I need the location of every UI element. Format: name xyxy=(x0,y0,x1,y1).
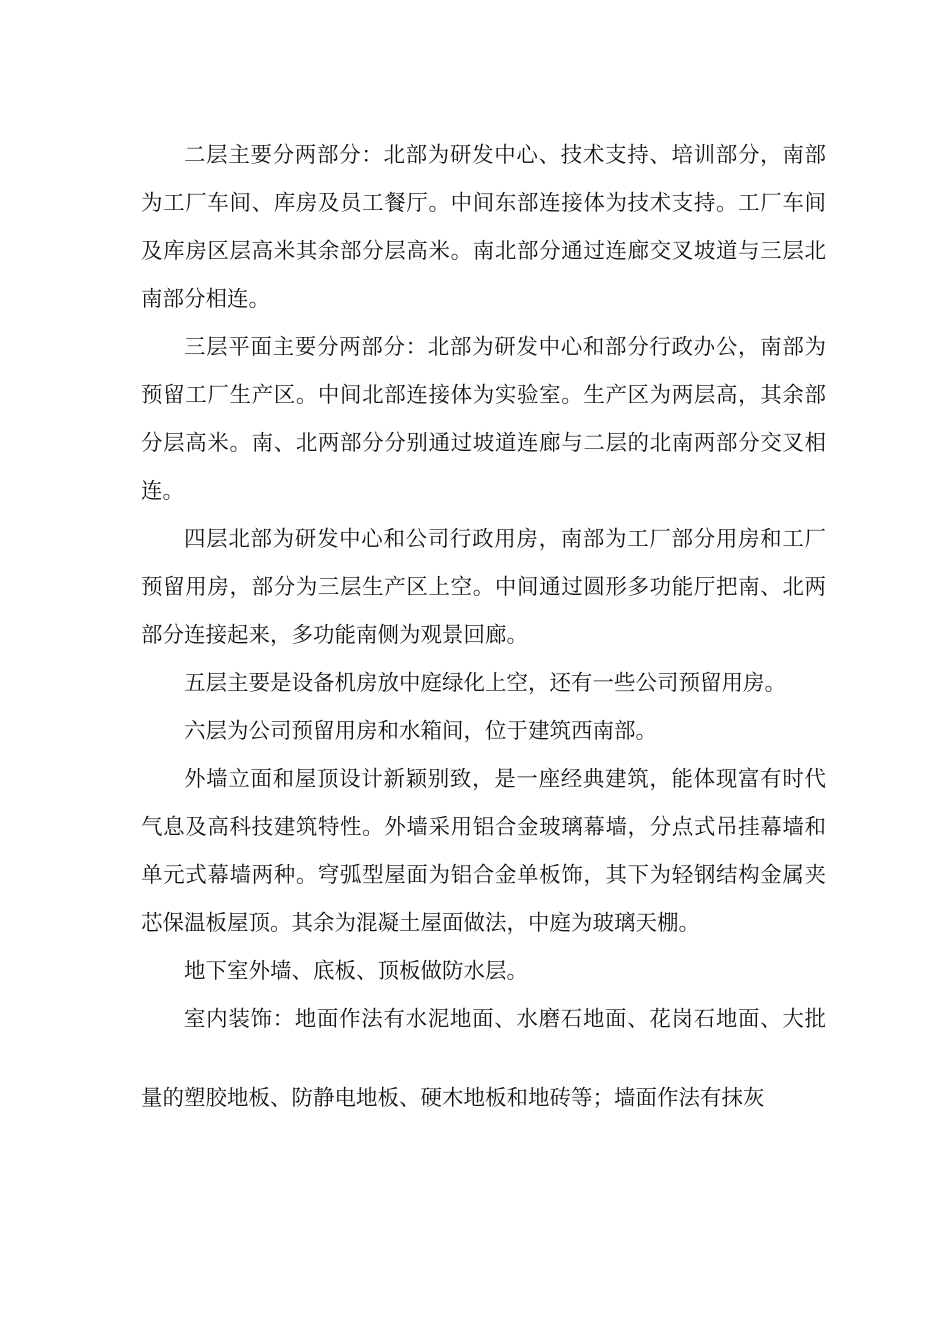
paragraph-floor-5: 五层主要是设备机房放中庭绿化上空，还有一些公司预留用房。 xyxy=(184,671,787,696)
paragraph-floor-3: 三层平面主要分两部分：北部为研发中心和部分行政办公，南部为预留工厂生产区。中间北部连接体为实验室。生产区为两层高，其余部分层高米。南、北两部分分别通过坡道连廊与二层的北南两部分交叉相连。 xyxy=(141,335,826,504)
paragraph-basement-waterproofing: 地下室外墙、底板、顶板做防水层。 xyxy=(184,959,529,984)
document-body xyxy=(141,132,826,1138)
paragraph-floor-2: 二层主要分两部分：北部为研发中心、技术支持、培训部分，南部为工厂车间、库房及员工餐厅。中间东部连接体为技术支持。工厂车间及库房区层高米其余部分层高米。南北部分通过连廊交叉坡道与三层北南部分相连。 xyxy=(141,143,826,312)
paragraph-floor-4: 四层北部为研发中心和公司行政用房，南部为工厂部分用房和工厂预留用房，部分为三层生产区上空。中间通过圆形多功能厅把南、北两部分连接起来，多功能南侧为观景回廊。 xyxy=(141,527,826,648)
paragraph-facade-roof: 外墙立面和屋顶设计新颖别致，是一座经典建筑，能体现富有时代气息及高科技建筑特性。外墙采用铝合金玻璃幕墙，分点式吊挂幕墙和单元式幕墙两种。穹弧型屋面为铝合金单板饰，其下为轻钢结构金属夹芯保温板屋顶。其余为混凝土屋面做法，中庭为玻璃天棚。 xyxy=(141,767,826,936)
paragraph-interior-decoration: 室内装饰：地面作法有水泥地面、水磨石地面、花岗石地面、大批量的塑胶地板、防静电地板、硬木地板和地砖等；墙面作法有抹灰 xyxy=(141,1007,826,1111)
paragraph-floor-6: 六层为公司预留用房和水箱间，位于建筑西南部。 xyxy=(184,719,658,744)
